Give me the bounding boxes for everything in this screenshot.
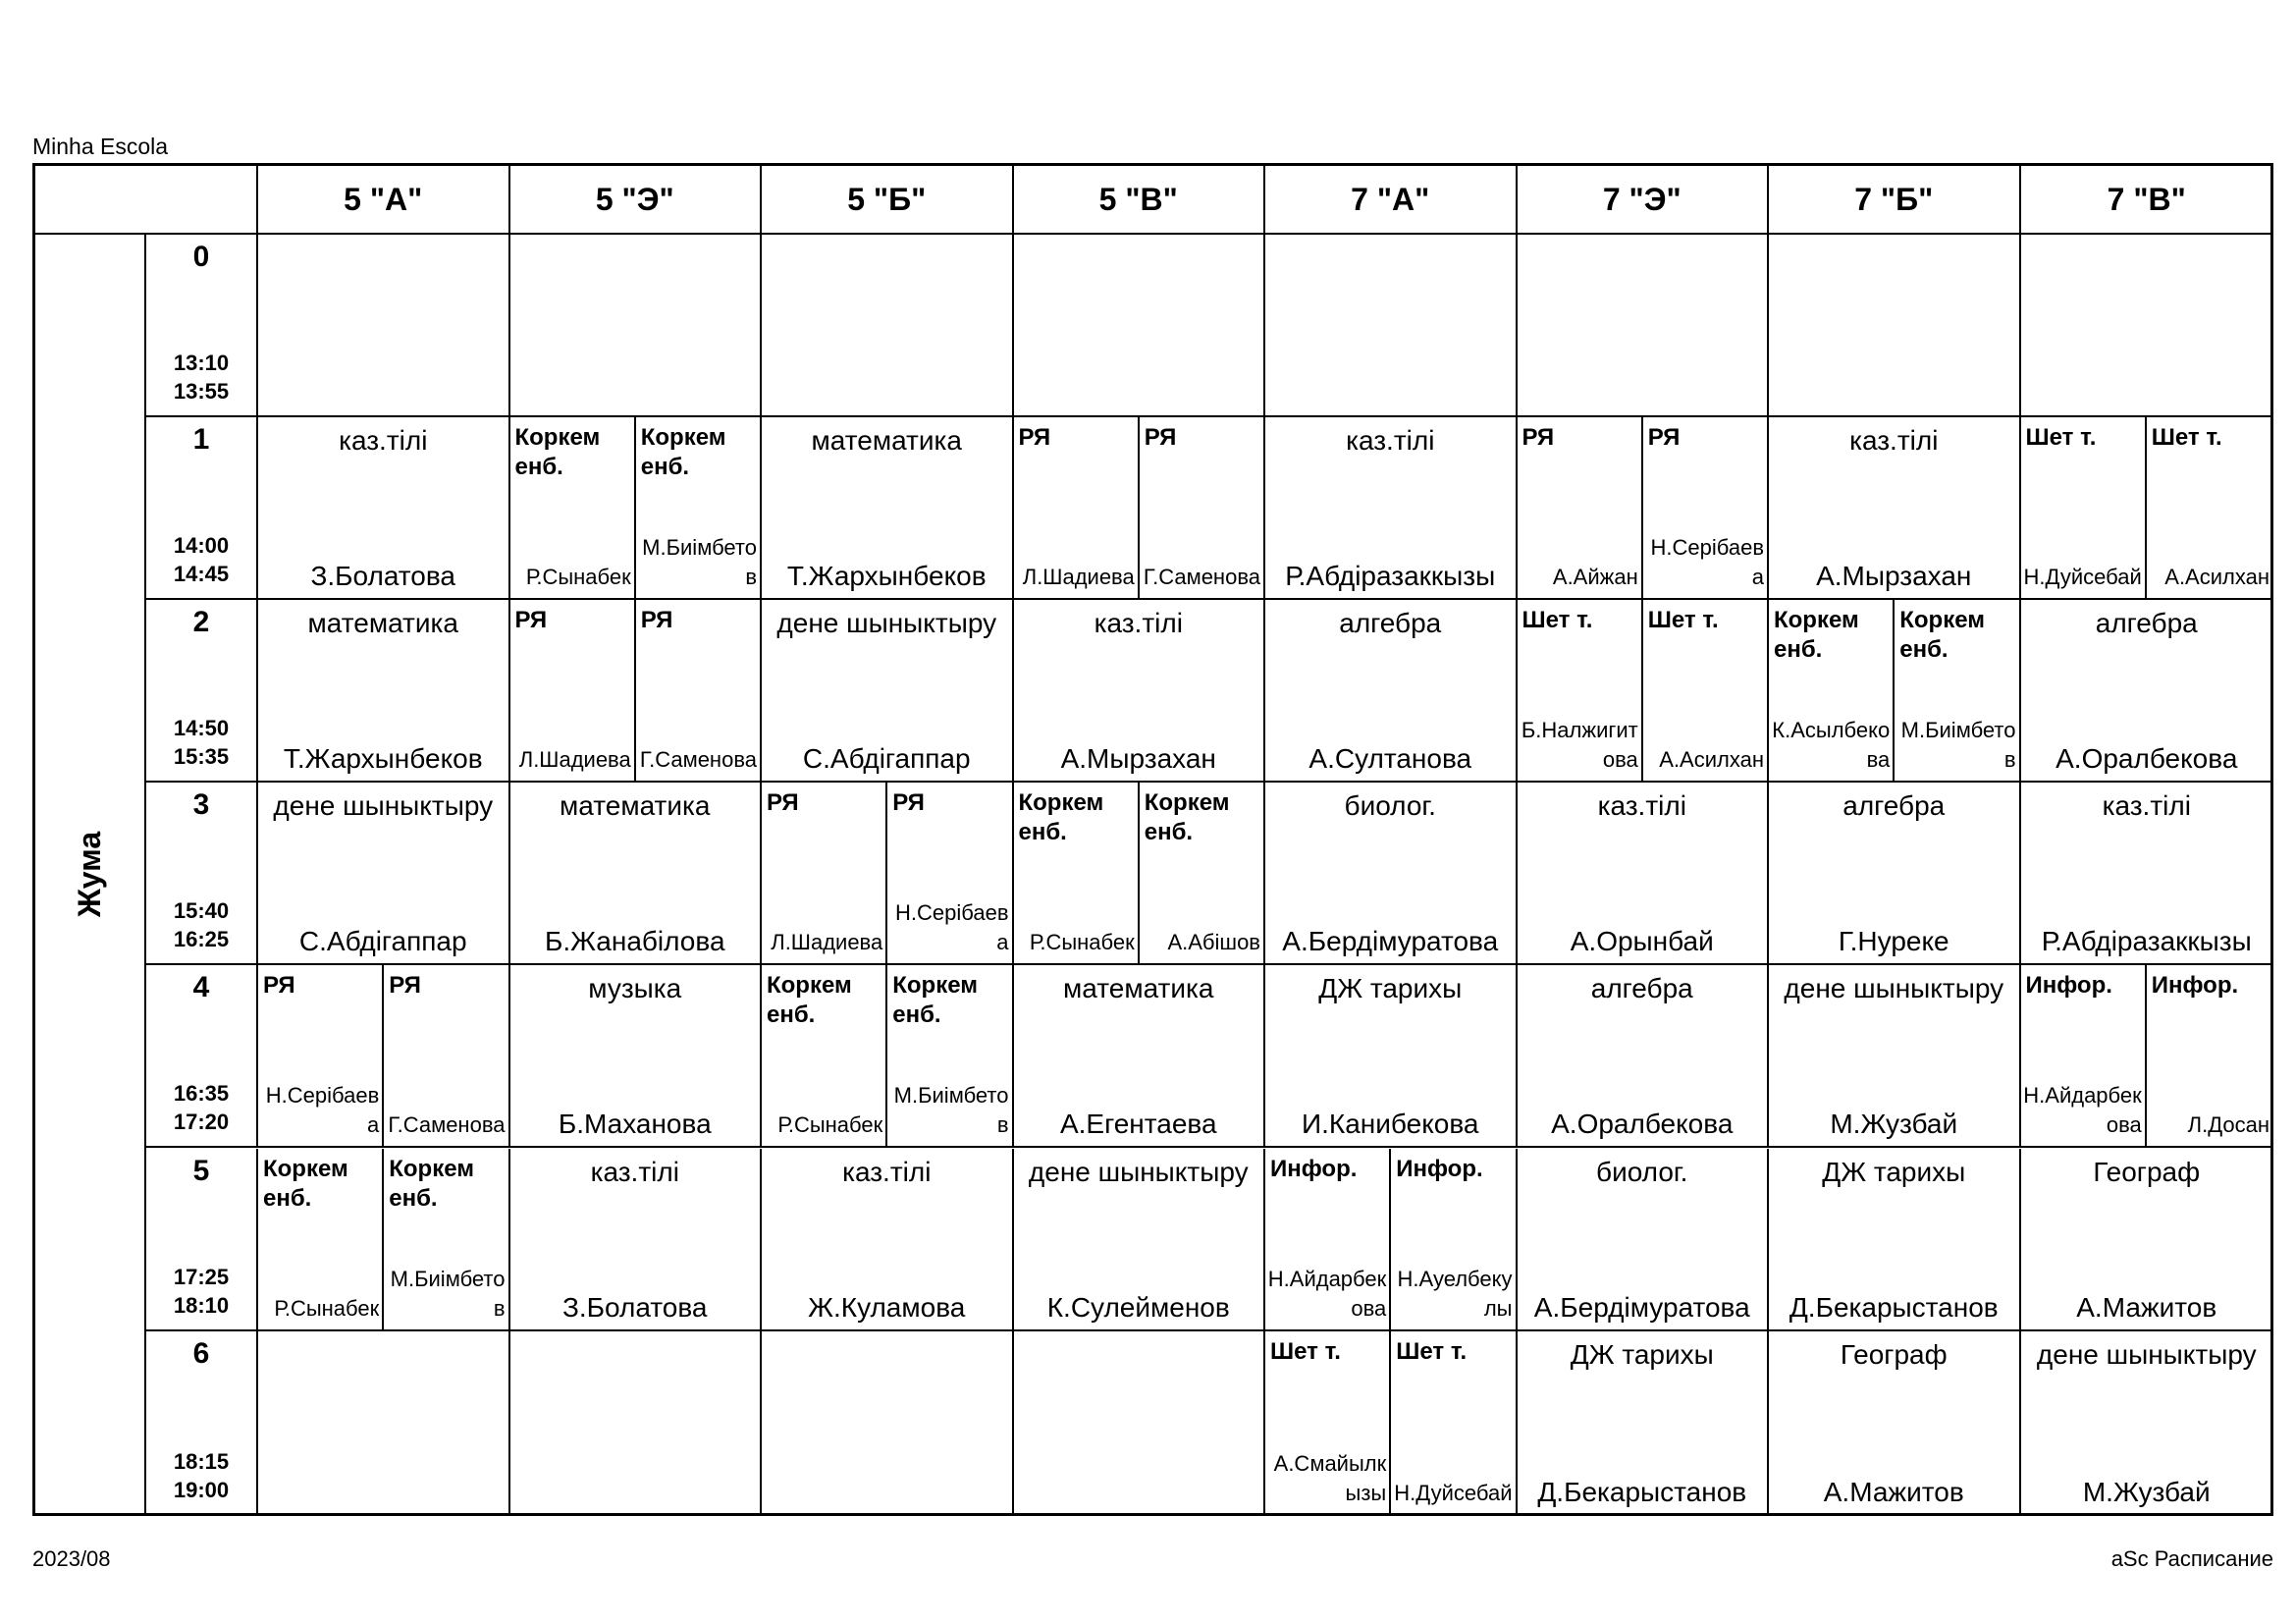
lesson-cell[interactable] — [1518, 1331, 1770, 1514]
period-number: 2 — [192, 606, 210, 639]
period-cell — [146, 1149, 258, 1331]
group-lesson-cell[interactable] — [1265, 1331, 1391, 1514]
group-lesson-cell[interactable] — [1769, 600, 1895, 783]
lesson-cell[interactable] — [1769, 1149, 2021, 1331]
lesson-teacher: М.Жузбай — [1830, 1109, 1958, 1140]
period-cell — [146, 965, 258, 1148]
lesson-subject: РЯ — [389, 972, 421, 1000]
corner-header-cell — [35, 166, 258, 235]
group-lesson-cell[interactable] — [2147, 417, 2272, 600]
lesson-subject: каз.тілі — [1346, 425, 1435, 457]
lesson-teacher: М.Жузбай — [2082, 1476, 2211, 1507]
lesson-teacher: Н.Дуйсебай — [2023, 565, 2142, 590]
lesson-subject: дене шыныктыру — [776, 608, 997, 639]
period-number: 1 — [192, 423, 210, 457]
lesson-subject: Коркем енб. — [1144, 789, 1230, 846]
group-lesson-cell[interactable] — [1391, 1149, 1517, 1331]
lesson-subject: дене шыныктыру — [273, 790, 494, 822]
lesson-cell[interactable] — [1265, 965, 1518, 1148]
lesson-subject: Шет т. — [1647, 607, 1719, 634]
period-cell — [146, 1331, 258, 1514]
group-lesson-cell[interactable] — [636, 417, 762, 600]
lesson-teacher: А.Абішов — [1167, 930, 1260, 955]
lesson-teacher: А.Мырзахан — [1060, 743, 1216, 775]
lesson-teacher: Ж.Куламова — [808, 1291, 966, 1323]
lesson-teacher: Р.Сынабек — [777, 1112, 883, 1138]
lesson-teacher: М.Биімбетов — [1900, 718, 2016, 773]
lesson-subject: Шет т. — [1270, 1337, 1341, 1365]
class-header: 7 "В" — [2021, 166, 2273, 235]
timetable-grid — [32, 163, 2273, 1516]
footer-date: 2023/08 — [32, 1546, 111, 1571]
lesson-subject: алгебра — [1590, 973, 1693, 1004]
lesson-subject: каз.тілі — [1849, 425, 1939, 457]
lesson-teacher: А.Айжан — [1552, 565, 1638, 590]
lesson-teacher: А.Смайылкызы — [1273, 1450, 1387, 1505]
period-cell — [146, 417, 258, 600]
lesson-cell[interactable] — [1518, 965, 1770, 1148]
class-header: 7 "Б" — [1769, 166, 2021, 235]
period-cell — [146, 783, 258, 965]
lesson-subject: алгебра — [1339, 608, 1442, 639]
lesson-subject: РЯ — [892, 789, 925, 817]
empty-slot — [510, 235, 763, 417]
period-end-time: 14:45 — [173, 562, 230, 587]
lesson-teacher: А.Бердімуратова — [1282, 926, 1499, 957]
lesson-subject: РЯ — [640, 607, 673, 634]
lesson-teacher: Л.Шадиева — [518, 747, 631, 773]
period-number: 4 — [192, 971, 210, 1004]
lesson-teacher: Н.Дуйсебай — [1394, 1480, 1513, 1505]
lesson-subject: Шет т. — [2025, 424, 2097, 452]
period-start-time: 17:25 — [173, 1264, 230, 1289]
lesson-subject: Шет т. — [2151, 424, 2222, 452]
lesson-subject: РЯ — [514, 607, 548, 634]
lesson-cell[interactable] — [1014, 965, 1266, 1148]
period-end-time: 15:35 — [173, 744, 230, 770]
group-lesson-cell[interactable] — [1140, 783, 1265, 965]
lesson-cell[interactable] — [1265, 783, 1518, 965]
lesson-teacher: А.Асилхан — [2164, 565, 2269, 590]
empty-slot — [258, 235, 510, 417]
lesson-teacher: Л.Шадиева — [771, 930, 883, 955]
lesson-cell[interactable] — [762, 600, 1014, 783]
lesson-subject: каз.тілі — [1094, 608, 1183, 639]
lesson-subject: каз.тілі — [1597, 790, 1686, 822]
lesson-cell[interactable] — [2021, 1149, 2273, 1331]
lesson-subject: алгебра — [2095, 608, 2198, 639]
lesson-cell[interactable] — [2021, 600, 2273, 783]
lesson-teacher: Т.Жархынбеков — [786, 561, 987, 592]
lesson-cell[interactable] — [1769, 965, 2021, 1148]
class-header: 5 "Э" — [510, 166, 763, 235]
lesson-cell[interactable] — [1265, 600, 1518, 783]
lesson-subject: музыка — [588, 973, 682, 1004]
group-lesson-cell[interactable] — [636, 600, 762, 783]
lesson-cell[interactable] — [258, 417, 510, 600]
period-number: 3 — [192, 788, 210, 822]
group-lesson-cell[interactable] — [2021, 965, 2147, 1148]
lesson-teacher: А.Мырзахан — [1816, 561, 1972, 592]
period-end-time: 13:55 — [173, 379, 230, 405]
period-end-time: 16:25 — [173, 927, 230, 952]
lesson-cell[interactable] — [1265, 417, 1518, 600]
lesson-subject: Инфор. — [2151, 972, 2239, 1000]
group-lesson-cell[interactable] — [510, 417, 636, 600]
lesson-cell[interactable] — [258, 783, 510, 965]
class-header: 5 "А" — [258, 166, 510, 235]
lesson-cell[interactable] — [2021, 783, 2273, 965]
period-number: 6 — [192, 1336, 210, 1370]
group-lesson-cell[interactable] — [1643, 600, 1769, 783]
lesson-subject: математика — [1063, 973, 1214, 1004]
lesson-teacher: А.Мажитов — [1823, 1476, 1964, 1507]
lesson-teacher: З.Болатова — [310, 561, 456, 592]
lesson-cell[interactable] — [1769, 417, 2021, 600]
lesson-teacher: К.Асылбекова — [1772, 718, 1891, 773]
lesson-subject: Шет т. — [1522, 607, 1593, 634]
lesson-subject: дене шыныктыру — [1784, 973, 2004, 1004]
empty-slot — [762, 235, 1014, 417]
lesson-subject: математика — [307, 608, 458, 639]
empty-slot — [2021, 235, 2273, 417]
lesson-teacher: Б.Налжигитова — [1521, 718, 1638, 773]
lesson-subject: Коркем енб. — [767, 972, 852, 1029]
lesson-subject: РЯ — [1522, 424, 1555, 452]
lesson-teacher: А.Орынбай — [1570, 926, 1714, 957]
lesson-subject: Коркем енб. — [1899, 607, 1986, 664]
lesson-subject: РЯ — [767, 789, 799, 817]
lesson-teacher: Т.Жархынбеков — [283, 743, 483, 775]
empty-slot — [1265, 235, 1518, 417]
lesson-teacher: Г.Саменова — [1143, 565, 1260, 590]
lesson-cell[interactable] — [258, 600, 510, 783]
lesson-teacher: Р.Сынабек — [274, 1295, 380, 1321]
lesson-cell[interactable] — [1769, 783, 2021, 965]
class-header: 5 "В" — [1014, 166, 1266, 235]
lesson-teacher: Н.Ауелбекулы — [1397, 1266, 1513, 1321]
period-start-time: 14:50 — [173, 716, 230, 741]
group-lesson-cell[interactable] — [1518, 600, 1643, 783]
lesson-teacher: И.Канибекова — [1302, 1109, 1479, 1140]
lesson-teacher: Р.Сынабек — [525, 565, 631, 590]
empty-slot — [258, 1331, 510, 1514]
lesson-teacher: А.Егентаева — [1059, 1109, 1217, 1140]
group-lesson-cell[interactable] — [1518, 417, 1643, 600]
lesson-cell[interactable] — [1518, 1149, 1770, 1331]
group-lesson-cell[interactable] — [1140, 417, 1265, 600]
group-lesson-cell[interactable] — [384, 965, 509, 1148]
group-lesson-cell[interactable] — [258, 965, 384, 1148]
lesson-subject: Географ — [2093, 1156, 2201, 1187]
lesson-subject: Коркем енб. — [514, 424, 601, 481]
group-lesson-cell[interactable] — [2147, 965, 2272, 1148]
group-lesson-cell[interactable] — [762, 965, 887, 1148]
lesson-subject: биолог. — [1596, 1156, 1688, 1187]
lesson-teacher: А.Асилхан — [1659, 747, 1764, 773]
lesson-teacher: М.Биімбетов — [893, 1083, 1009, 1138]
lesson-teacher: Г.Нуреке — [1838, 926, 1949, 957]
lesson-teacher: А.Мажитов — [2076, 1291, 2217, 1323]
lesson-subject: Коркем енб. — [892, 972, 979, 1029]
lesson-subject: алгебра — [1842, 790, 1946, 822]
group-lesson-cell[interactable] — [258, 1149, 384, 1331]
lesson-subject: РЯ — [263, 972, 295, 1000]
period-end-time: 18:10 — [173, 1292, 230, 1318]
group-lesson-cell[interactable] — [887, 783, 1013, 965]
period-start-time: 13:10 — [173, 351, 230, 376]
lesson-cell[interactable] — [1014, 1149, 1266, 1331]
lesson-cell[interactable] — [1769, 1331, 2021, 1514]
lesson-subject: ДЖ тарихы — [1318, 973, 1463, 1004]
lesson-subject: Инфор. — [1270, 1155, 1358, 1182]
lesson-teacher: Н.Айдарбекова — [2023, 1083, 2142, 1138]
lesson-subject: Шет т. — [1396, 1337, 1468, 1365]
lesson-subject: каз.тілі — [2102, 790, 2191, 822]
lesson-cell[interactable] — [2021, 1331, 2273, 1514]
lesson-subject: математика — [560, 790, 711, 822]
lesson-subject: Инфор. — [2025, 972, 2112, 1000]
lesson-teacher: Л.Досан — [2187, 1112, 2269, 1138]
group-lesson-cell[interactable] — [1643, 417, 1769, 600]
lesson-teacher: А.Оралбекова — [2056, 743, 2238, 775]
lesson-subject: Коркем енб. — [640, 424, 726, 481]
lesson-teacher: Н.Серібаева — [265, 1083, 380, 1138]
lesson-cell[interactable] — [762, 1149, 1014, 1331]
group-lesson-cell[interactable] — [1014, 783, 1140, 965]
lesson-teacher: Г.Саменова — [639, 747, 757, 773]
lesson-cell[interactable] — [1518, 783, 1770, 965]
lesson-subject: каз.тілі — [339, 425, 428, 457]
empty-slot — [1518, 235, 1770, 417]
lesson-subject: РЯ — [1018, 424, 1051, 452]
lesson-teacher: Р.Сынабек — [1029, 930, 1135, 955]
lesson-subject: Коркем енб. — [1018, 789, 1104, 846]
group-lesson-cell[interactable] — [1014, 417, 1140, 600]
lesson-subject: Инфор. — [1396, 1155, 1483, 1182]
lesson-teacher: Н.Серібаева — [1650, 535, 1764, 590]
lesson-teacher: Л.Шадиева — [1022, 565, 1135, 590]
empty-slot — [1014, 1331, 1266, 1514]
empty-slot — [1014, 235, 1266, 417]
day-label: Жума — [72, 831, 107, 917]
group-lesson-cell[interactable] — [2021, 417, 2147, 600]
empty-slot — [762, 1331, 1014, 1514]
class-header: 5 "Б" — [762, 166, 1014, 235]
lesson-teacher: К.Сулейменов — [1046, 1291, 1230, 1323]
school-name: Minha Escola — [32, 134, 169, 159]
lesson-teacher: С.Абдігаппар — [298, 926, 467, 957]
lesson-teacher: Б.Жанабілова — [544, 926, 725, 957]
lesson-cell[interactable] — [510, 1149, 763, 1331]
period-start-time: 15:40 — [173, 898, 230, 924]
lesson-subject: каз.тілі — [590, 1156, 679, 1187]
lesson-teacher: М.Биімбетов — [642, 535, 757, 590]
lesson-teacher: Б.Маханова — [558, 1109, 712, 1140]
lesson-subject: биолог. — [1344, 790, 1436, 822]
group-lesson-cell[interactable] — [762, 783, 887, 965]
lesson-teacher: З.Болатова — [561, 1291, 708, 1323]
day-label-cell — [35, 235, 146, 1513]
period-start-time: 18:15 — [173, 1448, 230, 1474]
period-number: 0 — [192, 241, 210, 273]
lesson-subject: математика — [811, 425, 962, 457]
group-lesson-cell[interactable] — [1265, 1149, 1391, 1331]
period-cell — [146, 600, 258, 783]
group-lesson-cell[interactable] — [384, 1149, 509, 1331]
class-header: 7 "А" — [1265, 166, 1518, 235]
lesson-cell[interactable] — [762, 417, 1014, 600]
lesson-teacher: Р.Абдіразаккызы — [1285, 561, 1496, 592]
lesson-subject: дене шыныктыру — [2036, 1338, 2257, 1370]
lesson-cell[interactable] — [510, 783, 763, 965]
lesson-teacher: А.Султанова — [1308, 743, 1472, 775]
lesson-teacher: А.Оралбекова — [1551, 1109, 1734, 1140]
lesson-cell[interactable] — [1014, 600, 1266, 783]
lesson-subject: каз.тілі — [842, 1156, 932, 1187]
footer-credit: aSc Расписание — [2110, 1546, 2273, 1571]
group-lesson-cell[interactable] — [1391, 1331, 1517, 1514]
period-end-time: 17:20 — [173, 1110, 230, 1135]
lesson-subject: ДЖ тарихы — [1822, 1156, 1966, 1187]
lesson-subject: Географ — [1840, 1338, 1948, 1370]
empty-slot — [510, 1331, 763, 1514]
lesson-cell[interactable] — [510, 965, 763, 1148]
group-lesson-cell[interactable] — [887, 965, 1013, 1148]
lesson-subject: Коркем енб. — [389, 1155, 475, 1212]
lesson-subject: Коркем енб. — [1774, 607, 1859, 664]
lesson-teacher: Д.Бекарыстанов — [1789, 1291, 1999, 1323]
lesson-subject: РЯ — [1144, 424, 1177, 452]
lesson-subject: ДЖ тарихы — [1570, 1338, 1714, 1370]
group-lesson-cell[interactable] — [1895, 600, 2020, 783]
group-lesson-cell[interactable] — [510, 600, 636, 783]
lesson-teacher: М.Биімбетов — [390, 1266, 506, 1321]
period-start-time: 16:35 — [173, 1081, 230, 1107]
period-end-time: 19:00 — [173, 1477, 230, 1502]
lesson-teacher: А.Бердімуратова — [1533, 1291, 1750, 1323]
period-number: 5 — [192, 1154, 210, 1187]
period-cell — [146, 235, 258, 417]
lesson-subject: РЯ — [1647, 424, 1681, 452]
lesson-teacher: Н.Айдарбекова — [1267, 1266, 1387, 1321]
lesson-teacher: Н.Серібаева — [895, 900, 1009, 955]
lesson-subject: Коркем енб. — [263, 1155, 348, 1212]
lesson-teacher: С.Абдігаппар — [802, 743, 971, 775]
lesson-teacher: Д.Бекарыстанов — [1537, 1476, 1747, 1507]
lesson-teacher: Г.Саменова — [388, 1112, 506, 1138]
empty-slot — [1769, 235, 2021, 417]
lesson-teacher: Р.Абдіразаккызы — [2041, 926, 2252, 957]
lesson-subject: дене шыныктыру — [1028, 1156, 1249, 1187]
period-start-time: 14:00 — [173, 533, 230, 559]
class-header: 7 "Э" — [1518, 166, 1770, 235]
